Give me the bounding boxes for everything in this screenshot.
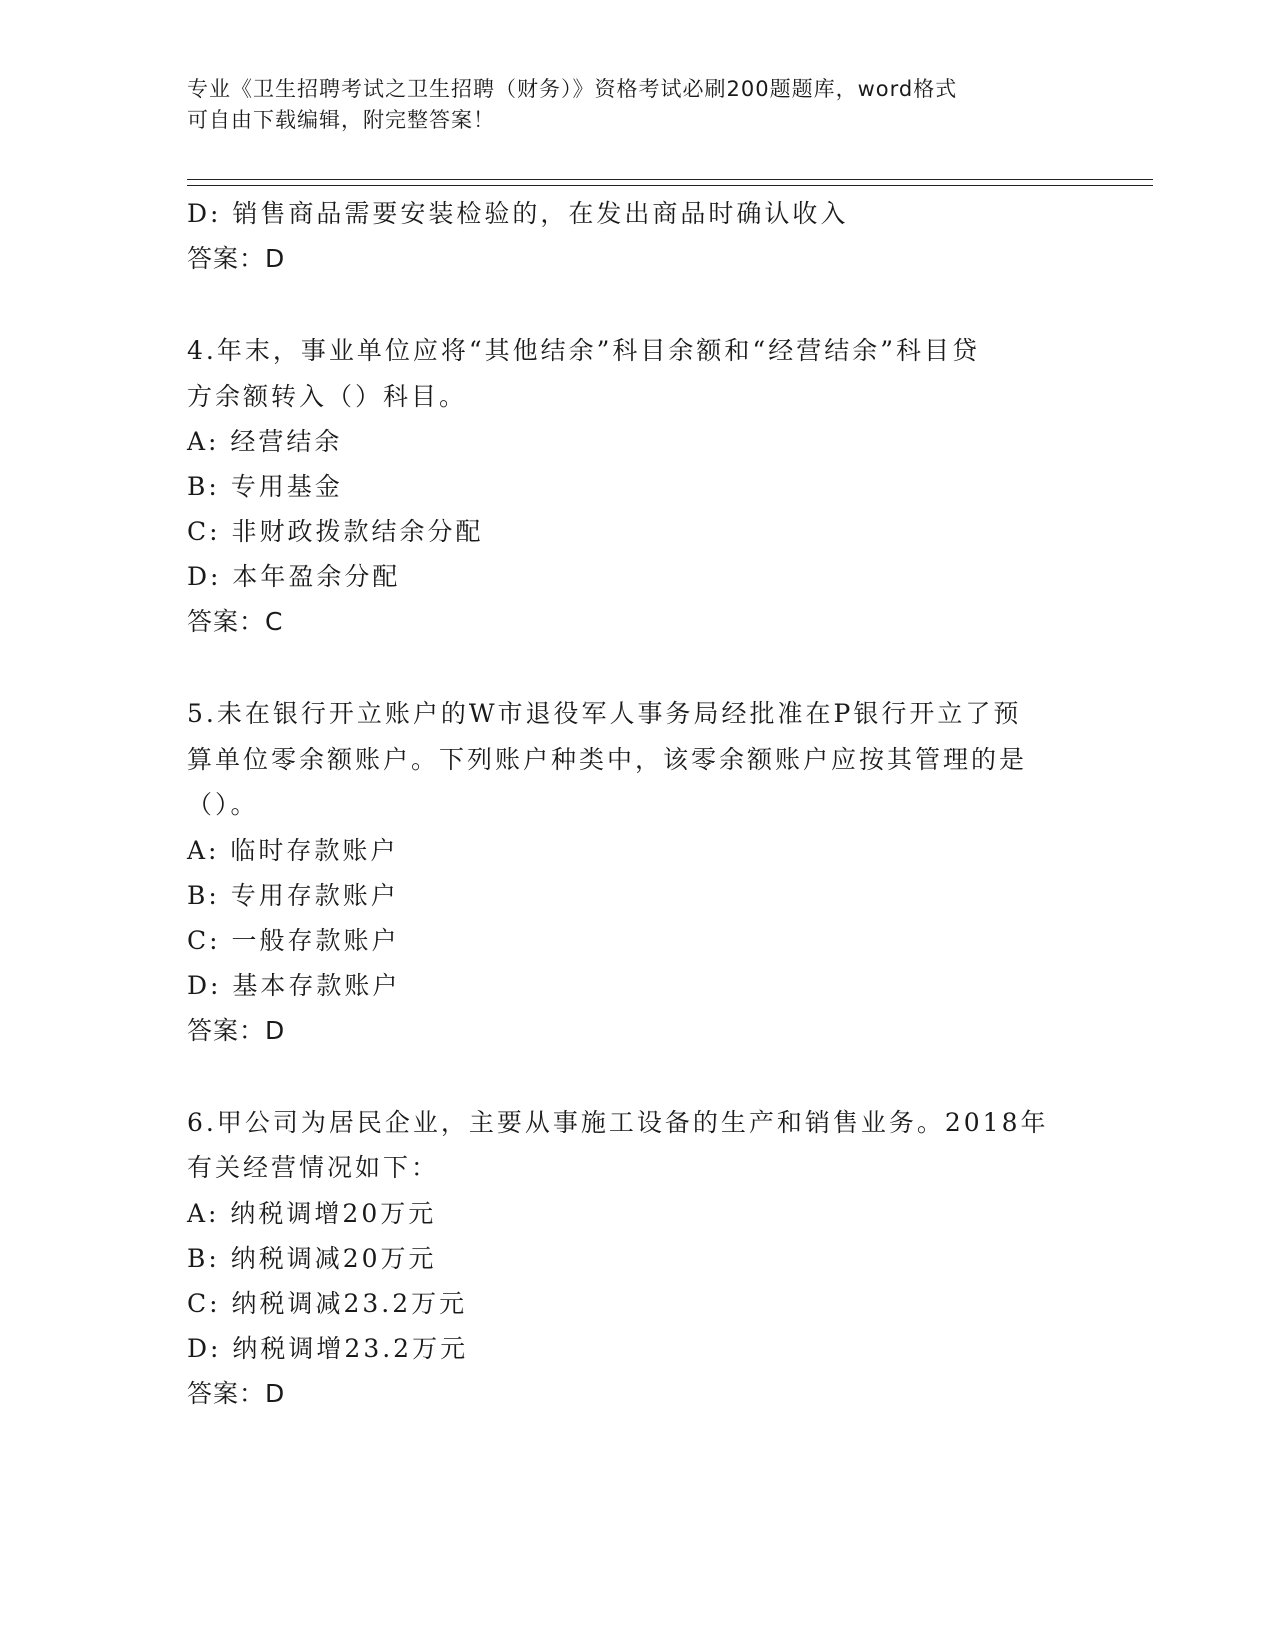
answer-line: 答案：C: [187, 607, 284, 636]
option-c: C: 一般存款账户: [187, 925, 400, 955]
carryover-answer: 答案：D: [187, 244, 286, 273]
question-stem-line: 方余额转入（）科目。: [187, 381, 468, 411]
option-c: C: 纳税调减23.2万元: [187, 1288, 468, 1318]
option-d: D: 本年盈余分配: [187, 562, 401, 591]
question-stem-line: 4.年末，事业单位应将“其他结余”科目余额和“经营结余”科目贷: [187, 336, 980, 365]
option-d: D: 基本存款账户: [187, 970, 401, 1000]
header-title-line-2: 可自由下载编辑，附完整答案！: [187, 108, 495, 132]
option-b: B: 专用存款账户: [187, 880, 399, 910]
answer-line: 答案：D: [187, 1378, 286, 1408]
question-5: [187, 691, 1067, 1053]
option-d: D: 纳税调增23.2万元: [187, 1333, 469, 1363]
question-stem-line: 算单位零余额账户。下列账户种类中，该零余额账户应按其管理的是: [187, 744, 1028, 774]
option-a: A: 纳税调增20万元: [187, 1198, 437, 1228]
option-a: A: 临时存款账户: [187, 835, 399, 865]
question-gap: [187, 281, 1067, 328]
question-stem-line: 6.甲公司为居民企业，主要从事施工设备的生产和销售业务。2018年: [187, 1107, 1049, 1137]
question-gap: [187, 644, 1067, 691]
question-stem-line: 有关经营情况如下：: [187, 1153, 440, 1182]
option-c: C: 非财政拨款结余分配: [187, 517, 484, 546]
document-header: [187, 74, 1077, 136]
question-stem-line: （）。: [187, 790, 259, 819]
document-body: [187, 191, 1067, 1416]
answer-line: 答案：D: [187, 1015, 286, 1045]
header-divider: [187, 179, 1153, 186]
question-4: [187, 328, 1067, 644]
question-stem-line: 5.未在银行开立账户的W市退役军人事务局经批准在P银行开立了预: [187, 699, 1022, 728]
header-title-line-1: 专业《卫生招聘考试之卫生招聘（财务）》资格考试必刷200题题库，word格式: [187, 77, 958, 101]
option-b: B: 纳税调减20万元: [187, 1243, 437, 1273]
question-gap: [187, 1053, 1067, 1100]
carryover-option-d: D: 销售商品需要安装检验的，在发出商品时确认收入: [187, 199, 849, 228]
question-6: [187, 1100, 1067, 1416]
option-b: B: 专用基金: [187, 472, 343, 501]
option-a: A: 经营结余: [187, 427, 343, 456]
